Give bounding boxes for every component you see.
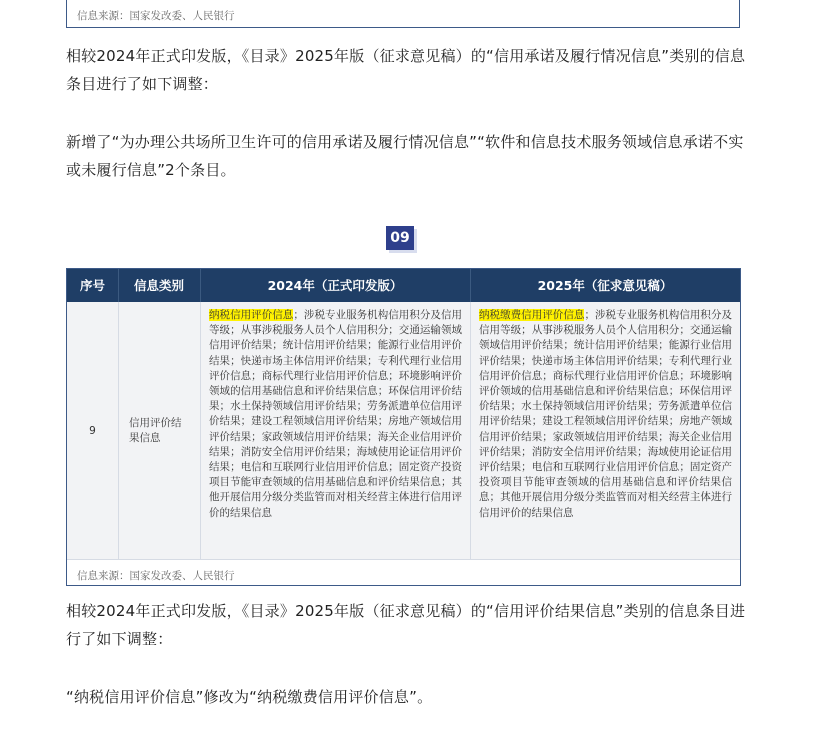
column-divider — [470, 302, 471, 559]
paragraph: 相较2024年正式印发版，《目录》2025年版（征求意见稿）的“信用承诺及履行情况信息”类别的信息条目进行了如下调整： — [66, 47, 746, 93]
category-text: 信用评价结果信息 — [129, 416, 182, 444]
cell-category — [118, 302, 200, 559]
cell-no — [67, 302, 118, 559]
source-note: 信息来源：国家发改委、人民银行 — [77, 570, 235, 582]
cell-text: ；涉税专业服务机构信用积分及信用等级；从事涉税服务人员个人信用积分；交通运输领域信用评价结果；统计信用评价结果；能源行业信用评价结果；快递市场主体信用评价结果；专利代理行业信用评价信息；商标代理行业信用评价信息；环境影响评价领域的信用基础信息和评价结果信息；环保信用评价结果；水土保持领域信用评价结果；劳务派遣单位信用评价结果；建设工程领域信用评价结果；房地产领域信用评价结果；家政领域信用评价结果；海关企业信用评价结果；消防安全信用评价结果；海域使用论证信用评价结果；电信和互联网行业信用评价信息；固定资产投资项目节能审查领域的信用基础信息和评价结果信息；其他开展信用分级分类监管而对相关经营主体进行信用评价的结果信息 — [209, 309, 463, 519]
header-2025: 2025年（征求意见稿） — [537, 278, 673, 293]
paragraph: 新增了“为办理公共场所卫生许可的信用承诺及履行情况信息”“软件和信息技术服务领域信息承诺不实或未履行信息”2个条目。 — [66, 133, 744, 179]
column-divider — [118, 302, 119, 559]
highlight-text: 纳税缴费信用评价信息 — [479, 309, 585, 321]
comparison-table — [66, 268, 741, 586]
previous-table-source-box — [66, 0, 740, 28]
cell-2025 — [470, 302, 740, 559]
section-number-badge: 09 — [386, 226, 414, 250]
header-category: 信息类别 — [133, 278, 184, 293]
column-divider — [470, 269, 471, 302]
column-divider — [200, 302, 201, 559]
highlight-text: 纳税信用评价信息 — [209, 309, 294, 321]
paragraph: 相较2024年正式印发版，《目录》2025年版（征求意见稿）的“信用评价结果信息”类别的信息条目进行了如下调整： — [66, 602, 746, 648]
table-header — [67, 269, 740, 302]
column-divider — [118, 269, 119, 302]
cell-text: ；涉税专业服务机构信用积分及信用等级；从事涉税服务人员个人信用积分；交通运输领域信用评价结果；统计信用评价结果；能源行业信用评价结果；快递市场主体信用评价结果；专利代理行业信用评价信息；商标代理行业信用评价信息；环境影响评价领域的信用基础信息和评价结果信息；环保信用评价结果；水土保持领域信用评价结果；劳务派遣单位信用评价结果；建设工程领域信用评价结果；房地产领域信用评价结果；家政领域信用评价结果；海关企业信用评价结果；消防安全信用评价结果；海域使用论证信用评价结果；电信和互联网行业信用评价信息；固定资产投资项目节能审查领域的信用基础信息和评价结果信息；其他开展信用分级分类监管而对相关经营主体进行信用评价的结果信息 — [479, 309, 733, 519]
paragraph: “纳税信用评价信息”修改为“纳税缴费信用评价信息”。 — [66, 688, 433, 706]
row-number: 9 — [89, 424, 96, 437]
header-2024: 2024年（正式印发版） — [267, 278, 403, 293]
table-footer — [67, 559, 740, 586]
table-row — [67, 302, 740, 559]
source-note: 信息来源：国家发改委、人民银行 — [77, 10, 235, 22]
column-divider — [200, 269, 201, 302]
header-no: 序号 — [79, 278, 105, 293]
cell-2024 — [200, 302, 470, 559]
